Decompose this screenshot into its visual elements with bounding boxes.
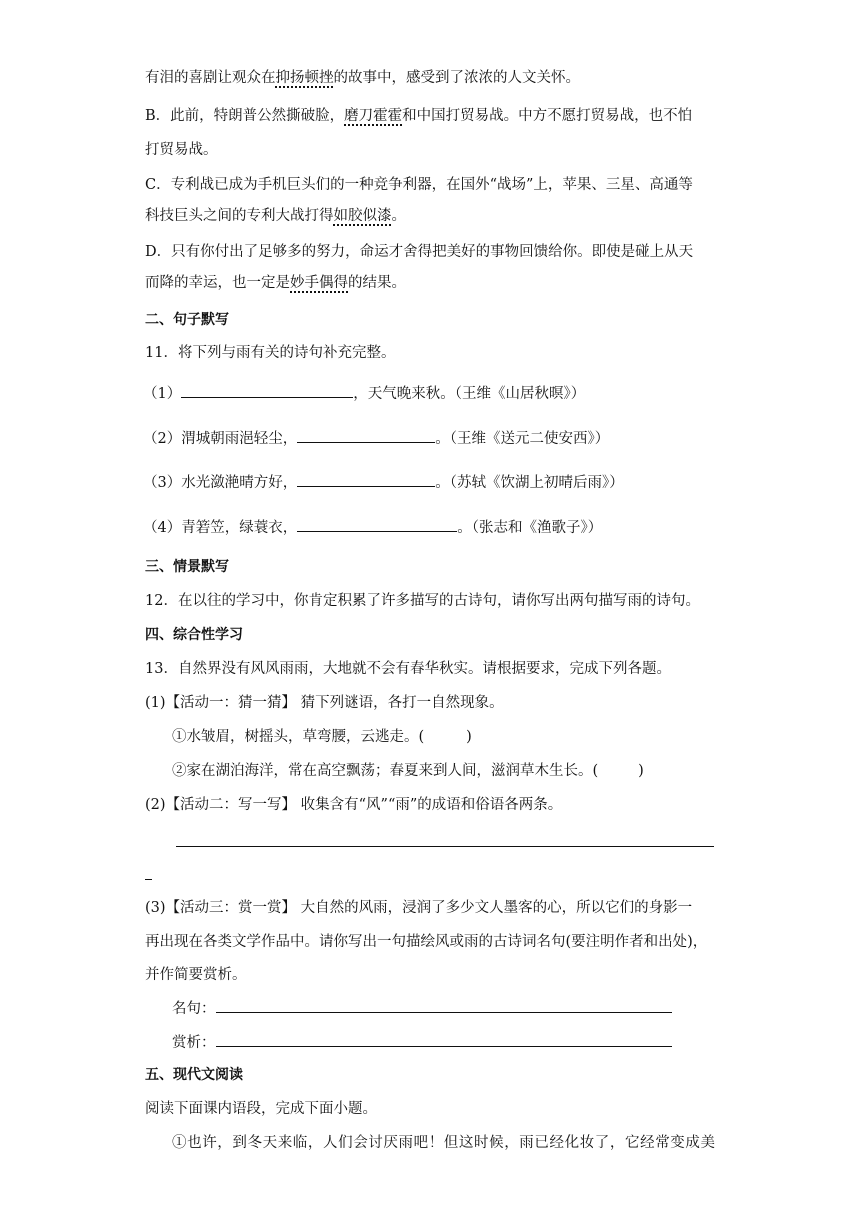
question-13-stem: 13．自然界没有风风雨雨，大地就不会有春华秋实。请根据要求，完成下列各题。	[145, 661, 671, 677]
question-12-stem: 12．在以往的学习中，你肯定积累了许多描写的古诗句，请你写出两句描写雨的诗句。	[145, 593, 700, 609]
analysis-field: 赏析：	[172, 1032, 672, 1053]
question-11-stem: 11．将下列与雨有关的诗句补充完整。	[145, 345, 396, 361]
option-a-continuation: 有泪的喜剧让观众在抑扬顿挫的故事中，感受到了浓浓的人文关怀。	[145, 70, 580, 86]
riddle-2: ②家在湖泊海洋，常在高空飘荡；春夏来到人间，滋润草木生长。( )	[172, 763, 644, 779]
activity-3-line3: 并作简要赏析。	[145, 967, 247, 983]
answer-blank-3[interactable]	[297, 472, 435, 487]
activity-2: (2)【活动二：写一写】 收集含有“风”“雨”的成语和俗语各两条。	[145, 797, 563, 813]
activity-3-line1: (3)【活动三：赏一赏】 大自然的风雨，浸润了多少文人墨客的心，所以它们的身影一	[145, 900, 693, 916]
analysis-blank[interactable]	[216, 1032, 672, 1047]
riddle-1: ①水皱眉，树摇头，草弯腰，云逃走。( )	[172, 729, 472, 745]
section-4-title: 四、综合性学习	[145, 627, 243, 643]
dotted-idiom: 妙手偶得	[290, 275, 348, 291]
answer-blank-2[interactable]	[297, 428, 435, 443]
famous-line-blank[interactable]	[216, 998, 672, 1013]
option-c-line1: C．专利战已成为手机巨头们的一种竞争利器，在国外“战场”上，苹果、三星、高通等	[145, 177, 693, 193]
section-3-title: 三、情景默写	[145, 559, 229, 575]
option-b-line1: B．此前，特朗普公然撕破脸，磨刀霍霍和中国打贸易战。中方不愿打贸易战，也不怕	[145, 108, 693, 124]
section-2-title: 二、句子默写	[145, 312, 229, 328]
fill-item-3: （3）水光潋滟晴方好， 。（苏轼《饮湖上初晴后雨》）	[143, 472, 624, 493]
reading-instruction: 阅读下面课内语段，完成下面小题。	[145, 1101, 377, 1117]
reading-paragraph-1: ①也许，到冬天来临，人们会讨厌雨吧！但这时候，雨已经化妆了，它经常变成美	[172, 1135, 716, 1151]
dotted-idiom: 磨刀霍霍	[344, 108, 403, 124]
dotted-idiom: 如胶似漆	[333, 208, 392, 224]
dotted-idiom: 抑扬顿挫	[275, 70, 334, 86]
fill-item-2: （2）渭城朝雨浥轻尘， 。（王维《送元二使安西》）	[143, 428, 609, 449]
answer-blank-1[interactable]	[181, 383, 353, 398]
activity-3-line2: 再出现在各类文学作品中。请你写出一句描绘风或雨的古诗词名句(要注明作者和出处)，	[145, 934, 708, 950]
fill-item-4: （4）青箬笠，绿蓑衣， 。（张志和《渔歌子》）	[143, 517, 602, 538]
answer-line[interactable]	[176, 846, 714, 847]
section-5-title: 五、现代文阅读	[145, 1067, 243, 1083]
option-b-line2: 打贸易战。	[145, 142, 218, 158]
fill-item-1: （1） ，天气晚来秋。（王维《山居秋暝》）	[143, 383, 585, 404]
answer-blank-4[interactable]	[297, 517, 457, 532]
famous-line-field: 名句：	[172, 998, 672, 1019]
answer-line-tail	[145, 879, 152, 880]
activity-1: (1)【活动一：猜一猜】 猜下列谜语，各打一自然现象。	[145, 695, 504, 711]
option-d-line1: D．只有你付出了足够多的努力，命运才舍得把美好的事物回馈给你。即使是碰上从天	[145, 244, 694, 260]
option-d-line2: 而降的幸运，也一定是妙手偶得的结果。	[145, 275, 406, 291]
option-c-line2: 科技巨头之间的专利大战打得如胶似漆。	[145, 208, 406, 224]
